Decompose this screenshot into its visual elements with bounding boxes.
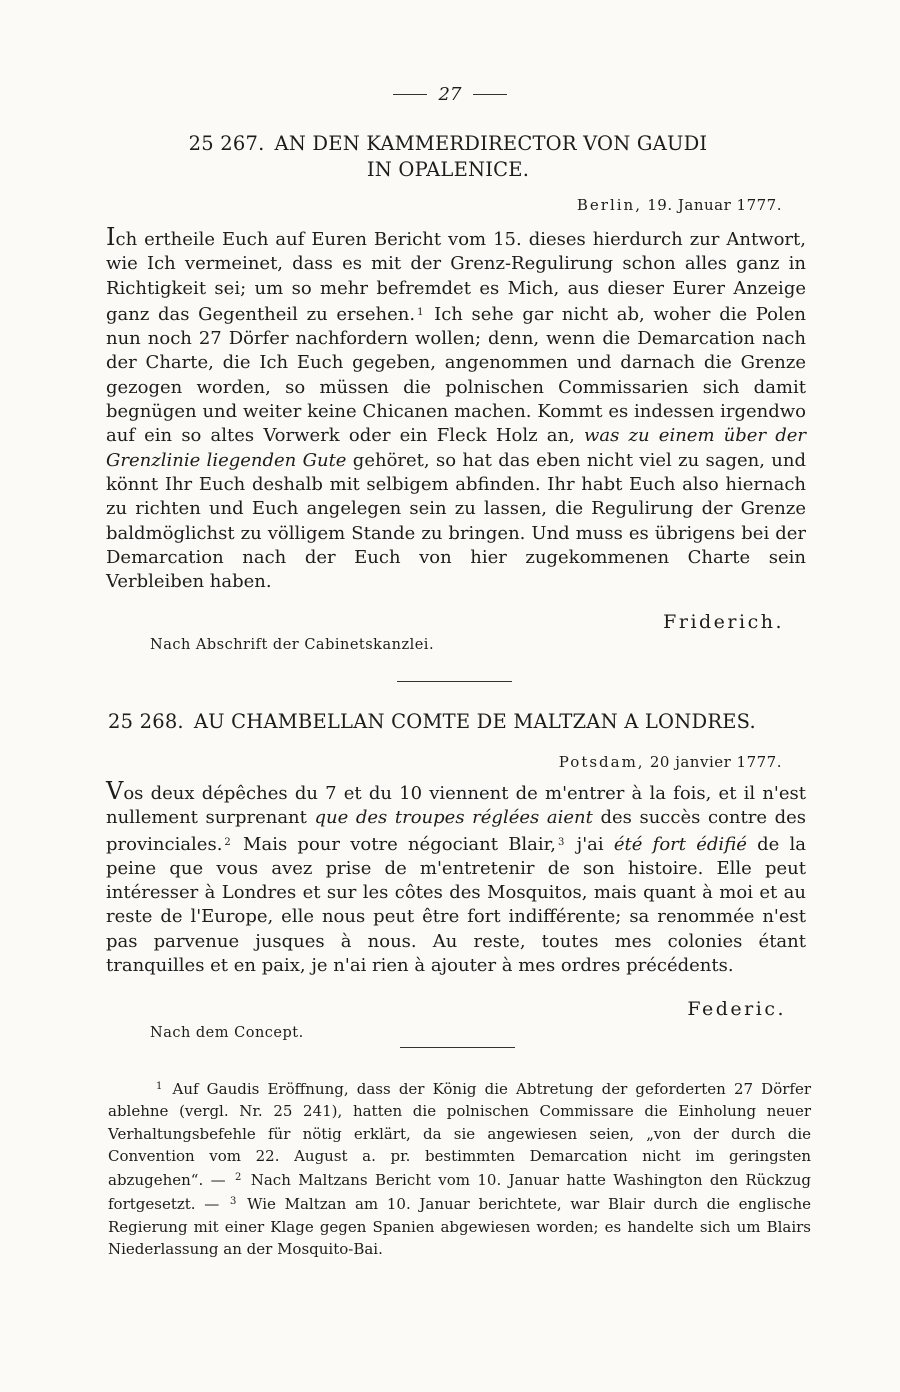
letter-2-title: AU CHAMBELLAN COMTE DE MALTZAN A LONDRES. bbox=[193, 710, 756, 733]
letter-1-body-italic: was zu einem über der Grenzlinie liegenden Gute bbox=[106, 425, 807, 471]
letter-2-heading bbox=[108, 709, 788, 735]
letter-1-heading bbox=[108, 131, 788, 183]
footnote-mark-3: 3 bbox=[230, 1196, 237, 1208]
letter-1-body-c: gehöret, so hat das eben nicht viel zu sagen, und könnt Ihr Euch deshalb mit selbigem abfinden. Ihr habt Euch also hiernach zu richten und Euch angelegen sein zu lassen, die Regulirung der Grenze baldmöglichst zu völligem Stande zu bringen. Und muss es übrigens bei der Demarcation nach der Euch von hier zugekommenen Charte sein Verbleiben haben. bbox=[106, 449, 806, 593]
footnotes bbox=[108, 1076, 811, 1260]
section-divider-2 bbox=[400, 1047, 515, 1048]
footnote-text-2: Nach Maltzans Bericht vom 10. Januar hatte Washington den Rückzug fortgesetzt. — bbox=[108, 1171, 811, 1214]
section-divider-1 bbox=[397, 681, 512, 682]
letter-2-body-italic: que des troupes réglées aient bbox=[314, 807, 593, 829]
letter-1-title-line2: IN OPALENICE. bbox=[366, 158, 530, 181]
letter-1-body-a: ch ertheile Euch auf Euren Bericht vom 15. dieses hierdurch zur Antwort, wie Ich vermeinet, dass es mit der Grenz-Regulirung schon alles ganz in Richtigkeit sei; um so mehr befremdet es Mich, aus dieser Eurer Anzeige ganz das Gegentheil zu ersehen. bbox=[106, 229, 806, 325]
letter-2-dropcap: V bbox=[106, 777, 124, 805]
letter-2-signature: Federic. bbox=[687, 998, 786, 1020]
page-number-text: 27 bbox=[438, 84, 462, 105]
footnote-ref-2: 2 bbox=[224, 836, 231, 848]
letter-1-number: 25 267. bbox=[188, 132, 265, 155]
footnote-mark-2: 2 bbox=[234, 1172, 242, 1184]
letter-1-dropcap: I bbox=[106, 223, 116, 251]
letter-2-dateline bbox=[559, 753, 782, 771]
letter-2-source-note: Nach dem Concept. bbox=[150, 1025, 304, 1041]
letter-1-source-note: Nach Abschrift der Cabinetskanzlei. bbox=[150, 637, 435, 653]
letter-1-place: Berlin, bbox=[576, 196, 642, 214]
footnote-text-1: Auf Gaudis Eröffnung, dass der König die Abtretung der geforderten 27 Dörfer ablehne (vergl. Nr. 25 241), hatten die polnischen Commissare die Einholung neuer Verhaltungsbefehle für nötig erklärt, da sie angewiesen seien, „von der durch die Convention vom 22. August a. pr. bestimmten Demarcation nicht im geringsten abzugehen“. — bbox=[108, 1080, 811, 1190]
letter-1-body-b: Ich sehe gar nicht ab, woher die Polen nun noch 27 Dörfer nachfordern wollen; denn, wenn die Demarcation nach der Charte, die Ich Euch gegeben, angenommen und darnach die Grenze gezogen worden, so müssen die polnischen Commissarien sich damit begnügen und weiter keine Chicanen machen. Kommt es indessen irgendwo auf ein so altes Vorwerk oder ein Fleck Holz an, bbox=[106, 303, 807, 447]
letter-1-signature: Friderich. bbox=[663, 611, 784, 633]
page-number bbox=[0, 84, 900, 105]
letter-1-date: 19. Januar 1777. bbox=[647, 196, 782, 214]
letter-1-dateline bbox=[577, 196, 782, 214]
page-number-dash-left bbox=[393, 94, 427, 95]
footnote-mark-1: 1 bbox=[156, 1081, 163, 1092]
letter-2-body bbox=[106, 779, 806, 978]
footnote-ref-1: 1 bbox=[417, 306, 424, 318]
letter-1-body bbox=[106, 225, 806, 594]
footnote-ref-3: 3 bbox=[558, 836, 565, 848]
letter-2-body-b: des succès contre des provinciales. bbox=[106, 807, 806, 855]
letter-2-body-e: de la peine que vous avez prise de m'entretenir de son histoire. Elle peut intéresser à Londres et sur les côtes des Mosquitos, mais quant à moi et au reste de l'Europe, elle nous peut être fort indifférente; sa renommée n'est pas parvenue jusques à nous. Au reste, toutes mes colonies étant tranquilles et en paix, je n'ai rien à ajouter à mes ordres précédents. bbox=[106, 833, 806, 977]
footnote-block bbox=[108, 1076, 811, 1260]
letter-2-body-a: os deux dépêches du 7 et du 10 viennent de m'entrer à la fois, et il n'est nullement surprenant bbox=[106, 783, 806, 829]
letter-2-body-c: Mais pour votre négociant Blair, bbox=[232, 833, 557, 855]
page-number-dash-right bbox=[473, 94, 507, 95]
letter-1-title-line1: AN DEN KAMMERDIRECTOR VON GAUDI bbox=[274, 132, 708, 155]
letter-2-body-italic-2: été fort édifié bbox=[613, 833, 747, 855]
letter-2-number: 25 268. bbox=[108, 710, 184, 733]
letter-2-body-d: j'ai bbox=[566, 833, 614, 855]
footnote-text-3: Wie Maltzan am 10. Januar berichtete, war Blair durch die englische Regierung mit einer Klage gegen Spanien abgewiesen worden; es handelte sich um Blairs Niederlassung an der Mosquito-Bai. bbox=[108, 1195, 812, 1259]
letter-2-date: 20 janvier 1777. bbox=[649, 753, 782, 771]
letter-2-place: Potsdam, bbox=[558, 753, 645, 771]
